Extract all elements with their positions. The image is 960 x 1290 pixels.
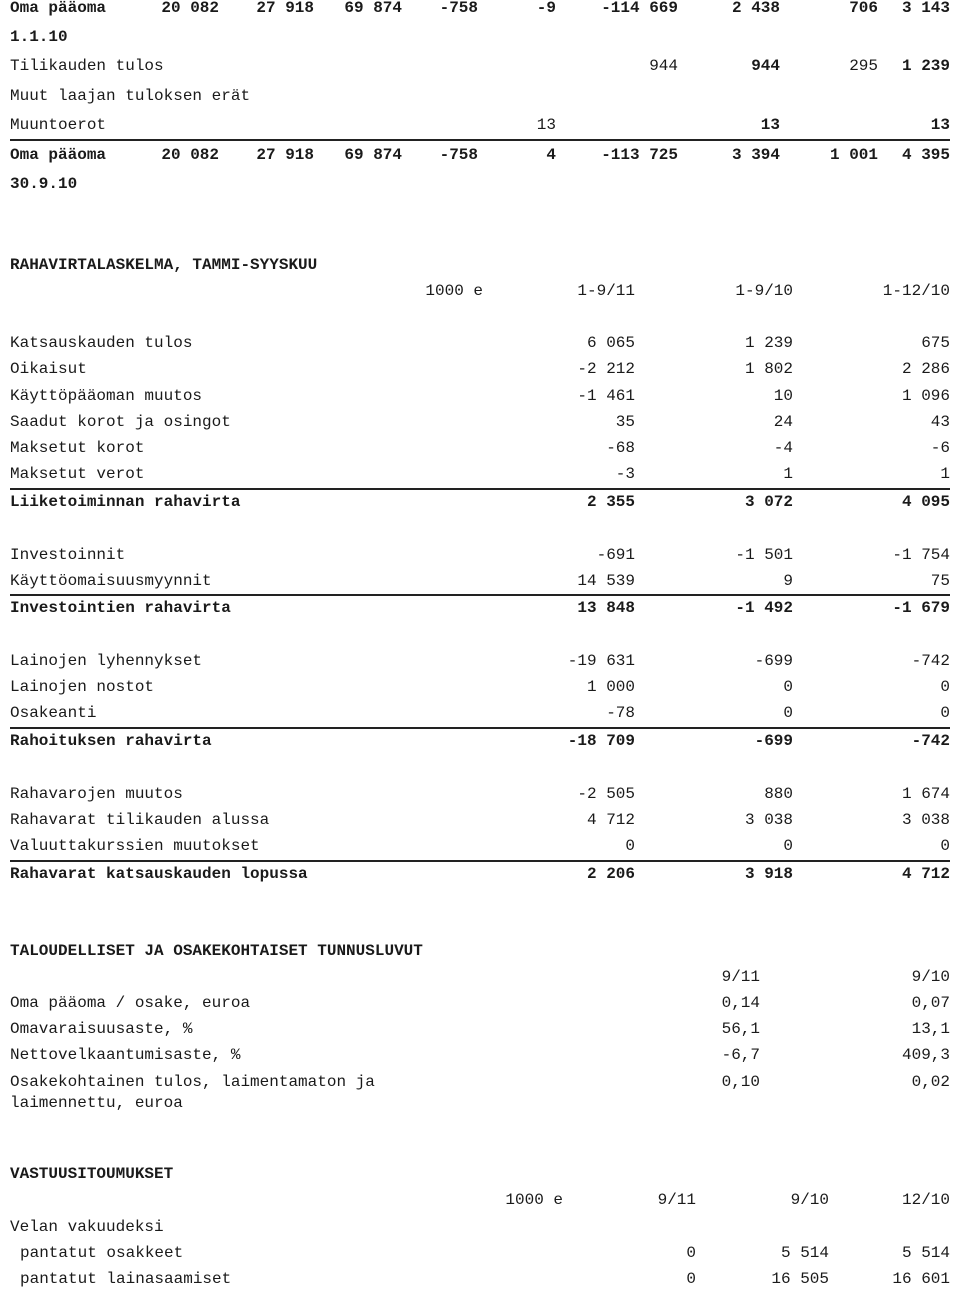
cell: 10 bbox=[773, 387, 793, 405]
cell: 0,14 bbox=[721, 994, 760, 1012]
commitments-header bbox=[10, 1189, 950, 1211]
row-label: Muuntoerot bbox=[10, 116, 107, 134]
row-label: Osakeanti bbox=[10, 704, 97, 722]
cashflow-row bbox=[10, 702, 950, 724]
total-divider bbox=[10, 594, 950, 596]
header-cell: 9/10 bbox=[790, 1191, 829, 1209]
cashflow-total-row bbox=[10, 863, 950, 885]
cell: -19 631 bbox=[567, 652, 635, 670]
cell: -4 bbox=[773, 439, 793, 457]
cell: 0 bbox=[625, 837, 635, 855]
row-label: Rahavarat katsauskauden lopussa bbox=[10, 865, 308, 883]
keyfigures-header bbox=[10, 966, 950, 988]
cell: 2 438 bbox=[731, 0, 780, 17]
cell: -742 bbox=[911, 652, 950, 670]
cell: -691 bbox=[596, 546, 635, 564]
cell: 2 355 bbox=[586, 493, 635, 511]
section-title: RAHAVIRTALASKELMA, TAMMI-SYYSKUU bbox=[10, 256, 318, 274]
row-label: Liiketoiminnan rahavirta bbox=[10, 493, 241, 511]
cell: 3 918 bbox=[744, 865, 793, 883]
cell: 5 514 bbox=[780, 1244, 829, 1262]
row-label: Rahavarojen muutos bbox=[10, 785, 183, 803]
row-label: Maksetut verot bbox=[10, 465, 145, 483]
cell: 69 874 bbox=[344, 0, 402, 17]
cell: 1 001 bbox=[829, 146, 878, 164]
row-label: Lainojen lyhennykset bbox=[10, 652, 203, 670]
row-label: Osakekohtainen tulos, laimentamaton ja bbox=[10, 1073, 375, 1091]
commitments-row bbox=[10, 1268, 950, 1290]
row-label: Käyttöpääoman muutos bbox=[10, 387, 203, 405]
row-label: Muut laajan tuloksen erät bbox=[10, 87, 251, 105]
cell: 2 286 bbox=[901, 360, 950, 378]
row-label-date: 30.9.10 bbox=[10, 175, 78, 193]
cell: 13 bbox=[930, 116, 950, 134]
cashflow-row bbox=[10, 411, 950, 433]
total-divider bbox=[10, 488, 950, 490]
cashflow-row bbox=[10, 332, 950, 354]
keyfigures-row bbox=[10, 992, 950, 1014]
cashflow-row bbox=[10, 650, 950, 672]
commitments-group bbox=[10, 1216, 950, 1238]
cell: 35 bbox=[615, 413, 635, 431]
cell: 0 bbox=[686, 1270, 696, 1288]
total-divider bbox=[10, 727, 950, 729]
cell: 13 848 bbox=[577, 599, 635, 617]
row-label: Oikaisut bbox=[10, 360, 87, 378]
cell: 0 bbox=[686, 1244, 696, 1262]
cell: -1 461 bbox=[577, 387, 635, 405]
cell: 4 395 bbox=[901, 146, 950, 164]
cashflow-row bbox=[10, 835, 950, 857]
cell: 880 bbox=[764, 785, 793, 803]
cell: 1 096 bbox=[901, 387, 950, 405]
cell: 3 038 bbox=[901, 811, 950, 829]
cell: 3 038 bbox=[744, 811, 793, 829]
cell: 3 072 bbox=[744, 493, 793, 511]
equity-row-translation bbox=[10, 114, 950, 136]
cell: -758 bbox=[439, 0, 478, 17]
cell: 4 712 bbox=[586, 811, 635, 829]
row-label: Saadut korot ja osingot bbox=[10, 413, 231, 431]
section-title: VASTUUSITOUMUKSET bbox=[10, 1165, 174, 1183]
section-title: TALOUDELLISET JA OSAKEKOHTAISET TUNNUSLUVUT bbox=[10, 942, 423, 960]
cell: 14 539 bbox=[577, 572, 635, 590]
cell: 1 802 bbox=[744, 360, 793, 378]
cell: -68 bbox=[606, 439, 635, 457]
cell: 1 674 bbox=[901, 785, 950, 803]
cell: -1 754 bbox=[892, 546, 950, 564]
cashflow-header bbox=[10, 280, 950, 302]
cell: -78 bbox=[606, 704, 635, 722]
cell: 0,07 bbox=[911, 994, 950, 1012]
cell: -6,7 bbox=[721, 1046, 760, 1064]
cell: -1 501 bbox=[735, 546, 793, 564]
cell: 0 bbox=[940, 678, 950, 696]
cashflow-row bbox=[10, 570, 950, 592]
cell: 27 918 bbox=[256, 0, 314, 17]
header-cell: 9/11 bbox=[721, 968, 760, 986]
cell: -18 709 bbox=[567, 732, 635, 750]
row-label: Oma pääoma bbox=[10, 0, 107, 17]
cell: -9 bbox=[536, 0, 556, 17]
cell: 16 601 bbox=[892, 1270, 950, 1288]
header-cell: 1-9/10 bbox=[735, 282, 793, 300]
cell: 4 712 bbox=[901, 865, 950, 883]
cell: 0,02 bbox=[911, 1073, 950, 1091]
total-divider bbox=[10, 860, 950, 862]
row-label: Tilikauden tulos bbox=[10, 57, 164, 75]
cell: 6 065 bbox=[586, 334, 635, 352]
cashflow-row bbox=[10, 437, 950, 459]
row-label: Oma pääoma bbox=[10, 146, 107, 164]
section-title-cashflow bbox=[10, 254, 950, 276]
cell: 4 095 bbox=[901, 493, 950, 511]
cell: 3 143 bbox=[901, 0, 950, 17]
cell: 295 bbox=[849, 57, 878, 75]
cell: -6 bbox=[930, 439, 950, 457]
row-label: Katsauskauden tulos bbox=[10, 334, 193, 352]
cell: 0,10 bbox=[721, 1073, 760, 1091]
cell: 4 bbox=[546, 146, 556, 164]
cell: 13,1 bbox=[911, 1020, 950, 1038]
row-label: Nettovelkaantumisaste, % bbox=[10, 1046, 241, 1064]
row-label: pantatut osakkeet bbox=[20, 1244, 184, 1262]
cell: 56,1 bbox=[721, 1020, 760, 1038]
header-cell: 12/10 bbox=[901, 1191, 950, 1209]
header-cell: 1000 e bbox=[505, 1191, 563, 1209]
header-cell: 9/11 bbox=[657, 1191, 696, 1209]
cell: -114 669 bbox=[601, 0, 678, 17]
cell: 0 bbox=[940, 704, 950, 722]
cashflow-total-row bbox=[10, 730, 950, 752]
cell: 9 bbox=[783, 572, 793, 590]
cell: -758 bbox=[439, 146, 478, 164]
cell: 27 918 bbox=[256, 146, 314, 164]
cashflow-row bbox=[10, 463, 950, 485]
cell: 20 082 bbox=[161, 146, 219, 164]
cell: -742 bbox=[911, 732, 950, 750]
row-label: pantatut lainasaamiset bbox=[20, 1270, 232, 1288]
cell: -1 492 bbox=[735, 599, 793, 617]
cell: 675 bbox=[921, 334, 950, 352]
cashflow-row bbox=[10, 783, 950, 805]
section-title-keyfigures bbox=[10, 940, 950, 962]
row-label: Valuuttakurssien muutokset bbox=[10, 837, 260, 855]
row-label: Lainojen nostot bbox=[10, 678, 155, 696]
cell: 24 bbox=[773, 413, 793, 431]
cell: 43 bbox=[930, 413, 950, 431]
cell: 944 bbox=[649, 57, 678, 75]
cell: -2 212 bbox=[577, 360, 635, 378]
cell: 1 239 bbox=[744, 334, 793, 352]
row-label: laimennettu, euroa bbox=[10, 1094, 183, 1112]
header-cell: 1000 e bbox=[425, 282, 483, 300]
row-label: Maksetut korot bbox=[10, 439, 145, 457]
cell: -2 505 bbox=[577, 785, 635, 803]
cell: -699 bbox=[754, 652, 793, 670]
group-label: Velan vakuudeksi bbox=[10, 1218, 164, 1236]
cell: 1 bbox=[940, 465, 950, 483]
row-label: Rahavarat tilikauden alussa bbox=[10, 811, 270, 829]
cell: 1 239 bbox=[901, 57, 950, 75]
cashflow-row bbox=[10, 544, 950, 566]
cell: 20 082 bbox=[161, 0, 219, 17]
keyfigures-row bbox=[10, 1044, 950, 1066]
cashflow-total-row bbox=[10, 597, 950, 619]
cell: -3 bbox=[615, 465, 635, 483]
row-label: Käyttöomaisuusmyynnit bbox=[10, 572, 212, 590]
cell: 75 bbox=[930, 572, 950, 590]
cell: 5 514 bbox=[901, 1244, 950, 1262]
cell: -113 725 bbox=[601, 146, 678, 164]
cashflow-row bbox=[10, 358, 950, 380]
cell: 0 bbox=[783, 837, 793, 855]
cashflow-row bbox=[10, 809, 950, 831]
cell: 13 bbox=[760, 116, 780, 134]
cell: -1 679 bbox=[892, 599, 950, 617]
cell: 2 206 bbox=[586, 865, 635, 883]
row-label: Omavaraisuusaste, % bbox=[10, 1020, 193, 1038]
cell: 0 bbox=[783, 678, 793, 696]
commitments-row bbox=[10, 1242, 950, 1264]
cell: 706 bbox=[849, 0, 878, 17]
cell: 1 000 bbox=[586, 678, 635, 696]
keyfigures-row bbox=[10, 1018, 950, 1040]
cell: 0 bbox=[940, 837, 950, 855]
row-label: Oma pääoma / osake, euroa bbox=[10, 994, 251, 1012]
cashflow-row bbox=[10, 385, 950, 407]
row-label: Investoinnit bbox=[10, 546, 126, 564]
section-title-commitments bbox=[10, 1163, 950, 1185]
cell: 3 394 bbox=[731, 146, 780, 164]
cell: 944 bbox=[751, 57, 780, 75]
cell: 69 874 bbox=[344, 146, 402, 164]
header-cell: 1-9/11 bbox=[577, 282, 635, 300]
cell: -699 bbox=[754, 732, 793, 750]
cell: 0 bbox=[783, 704, 793, 722]
header-cell: 9/10 bbox=[911, 968, 950, 986]
row-label: Investointien rahavirta bbox=[10, 599, 231, 617]
equity-row-oci bbox=[10, 85, 950, 107]
header-cell: 1-12/10 bbox=[882, 282, 950, 300]
divider bbox=[10, 139, 950, 141]
cell: 16 505 bbox=[771, 1270, 829, 1288]
cell: 1 bbox=[783, 465, 793, 483]
cashflow-row bbox=[10, 676, 950, 698]
cell: 13 bbox=[536, 116, 556, 134]
row-label-date: 1.1.10 bbox=[10, 28, 68, 46]
equity-row-profit bbox=[10, 55, 950, 77]
cell: 409,3 bbox=[901, 1046, 950, 1064]
row-label: Rahoituksen rahavirta bbox=[10, 732, 212, 750]
cashflow-total-row bbox=[10, 491, 950, 513]
